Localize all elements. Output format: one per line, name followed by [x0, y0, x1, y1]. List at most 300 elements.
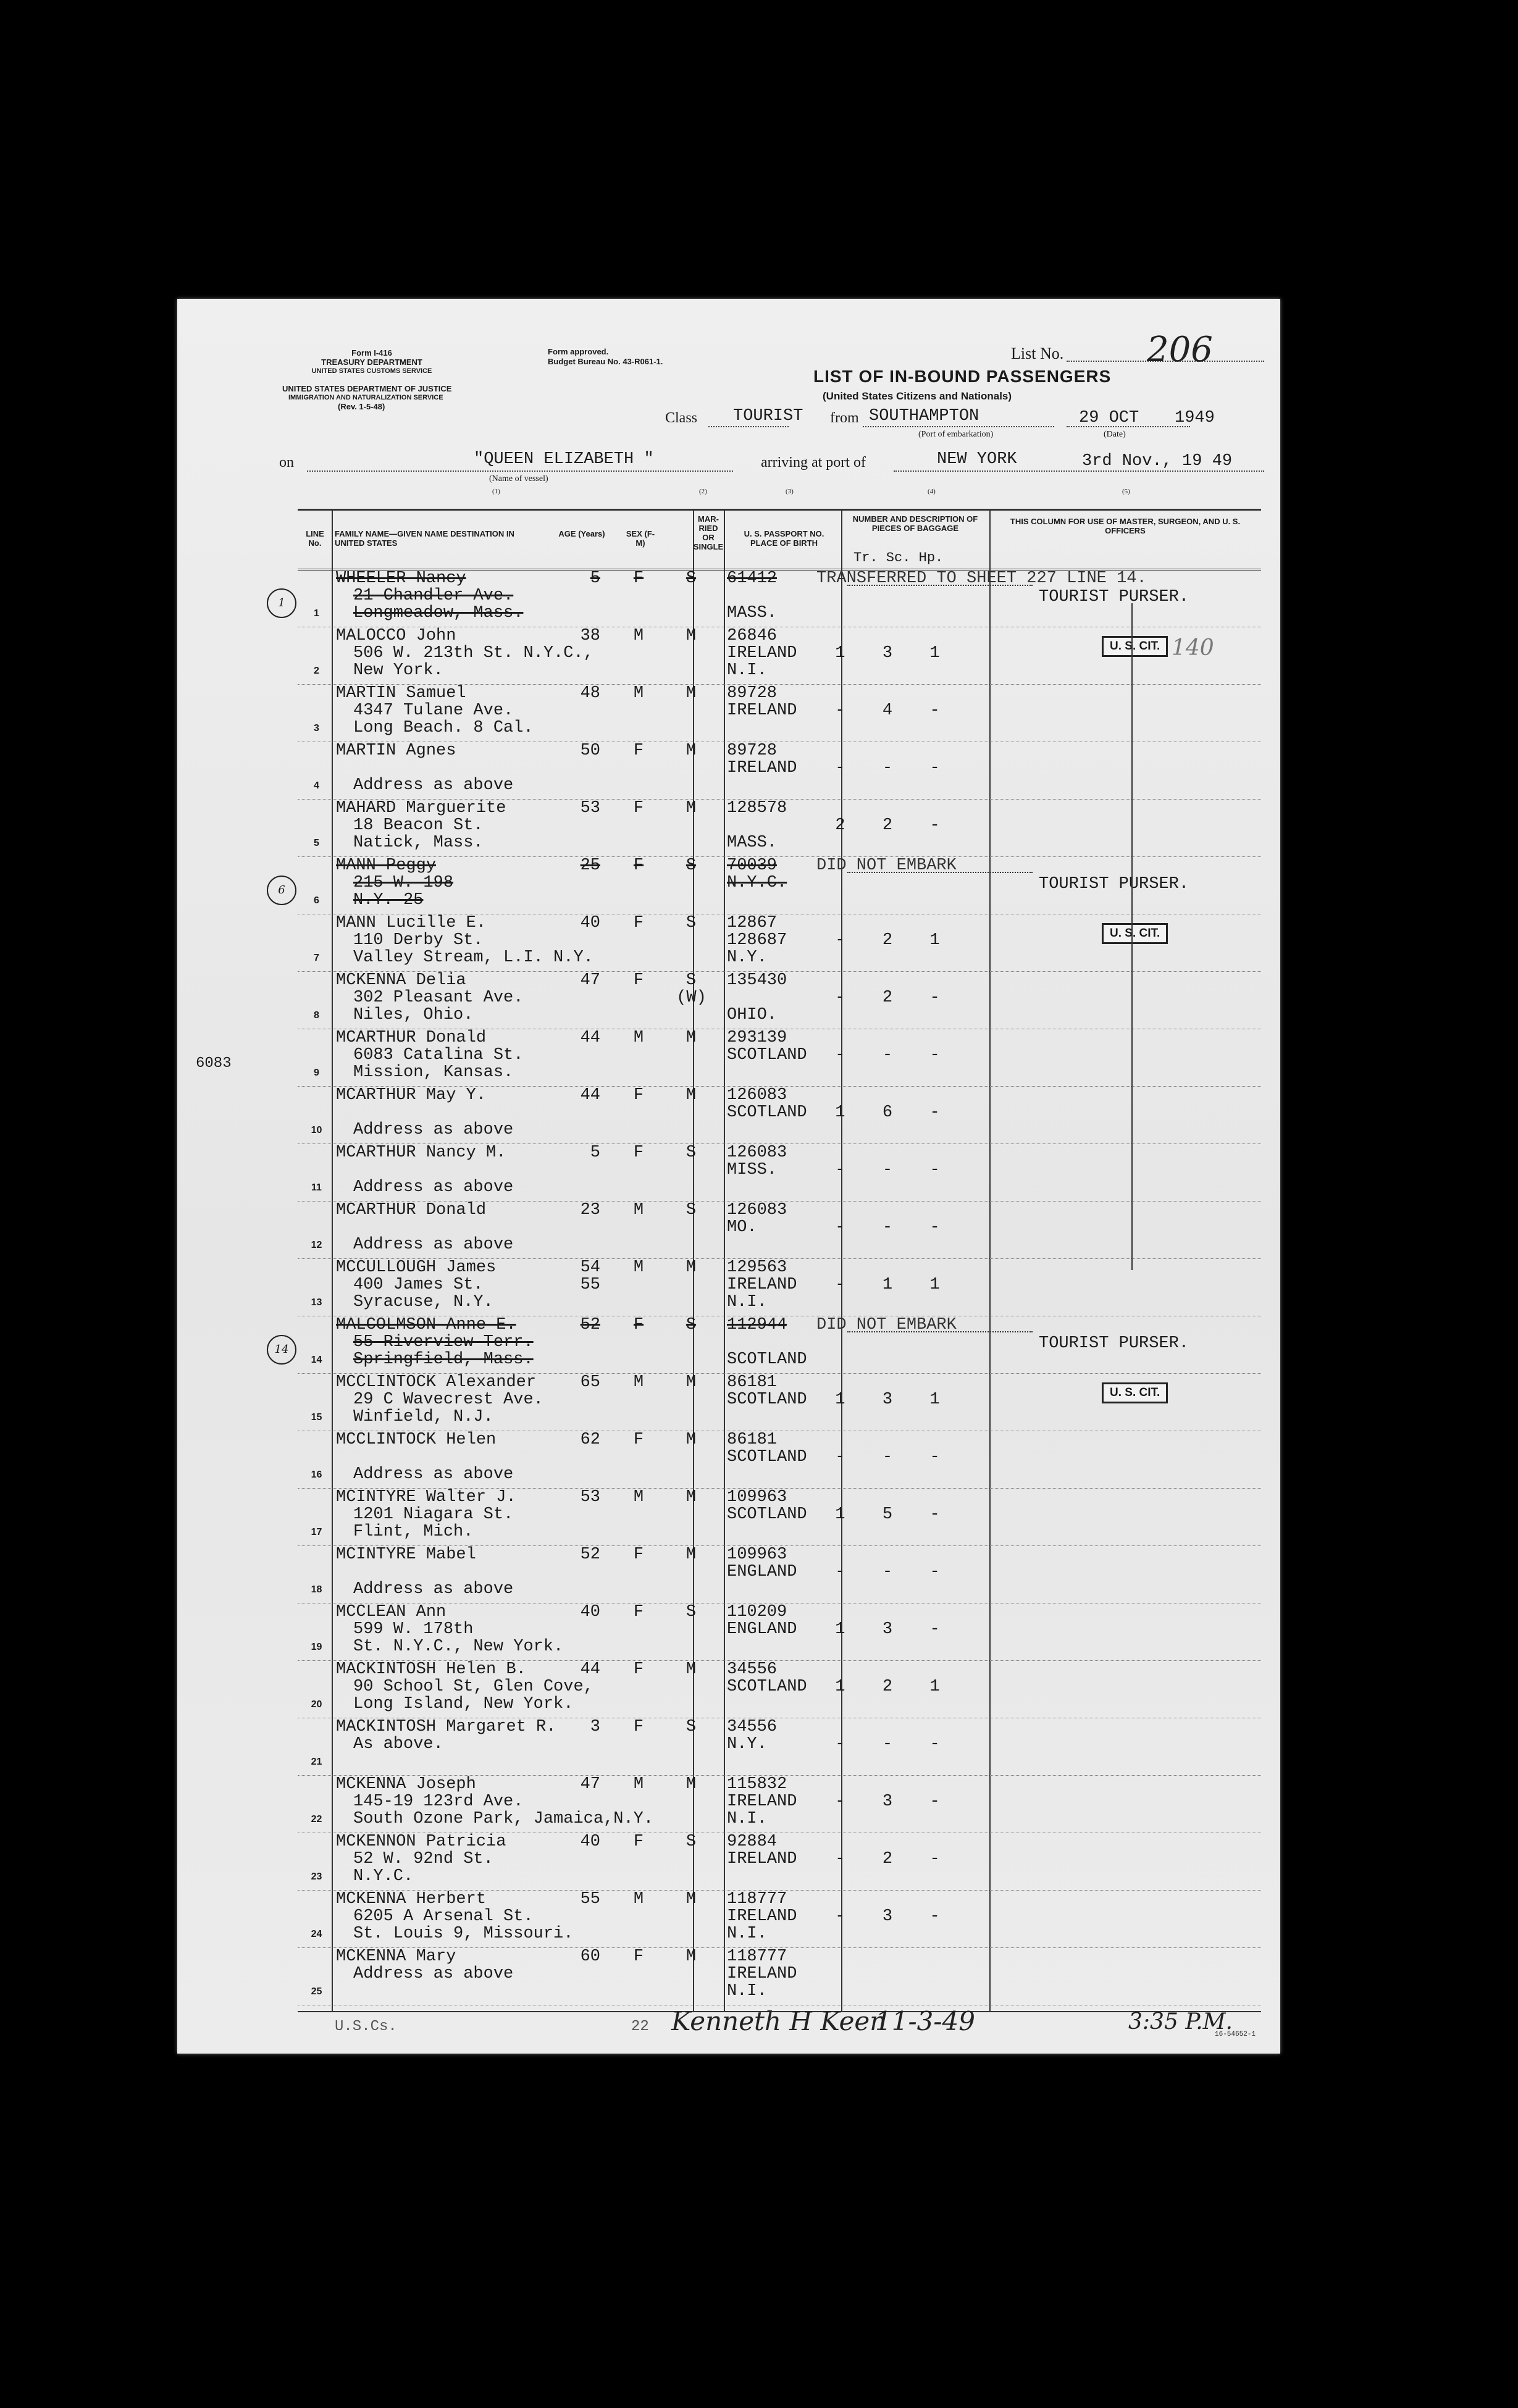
age: 40 [580, 914, 600, 932]
baggage-count: - [835, 1046, 845, 1064]
passport-number: 89728 [727, 742, 778, 760]
passenger-name: WHEELER Nancy [336, 569, 466, 588]
passport-number: 129563 [727, 1258, 787, 1277]
address-line-2: St. N.Y.C., New York. [353, 1637, 564, 1656]
passenger-name: MCCLINTOCK Helen [336, 1431, 497, 1449]
age: 50 [580, 742, 600, 760]
purser-note: TOURIST PURSER. [1039, 588, 1189, 606]
age: 65 [580, 1373, 600, 1392]
baggage-count: - [882, 1735, 893, 1754]
marital-status: M [686, 1545, 697, 1564]
baggage-count: 1 [929, 1678, 940, 1696]
address-line-2: Longmeadow, Mass. [353, 604, 524, 622]
class-label: Class [665, 410, 698, 426]
marital-status: M [686, 1029, 697, 1047]
baggage-counts [816, 1449, 958, 1466]
footer-uscs-label: U.S.Cs. [335, 2018, 397, 2035]
row-note: DID NOT EMBARK [816, 1316, 957, 1334]
age: 44 [580, 1086, 600, 1105]
embark-date: 29 OCT [1079, 409, 1139, 427]
baggage-count: - [835, 701, 845, 720]
passport-number: 118777 [727, 1947, 787, 1966]
budget-bureau: Budget Bureau No. 43-R061-1. [548, 357, 663, 366]
age: 54 55 [580, 1258, 600, 1294]
place-of-birth: SCOTLAND [727, 1103, 807, 1122]
passenger-name: MCINTYRE Walter J. [336, 1488, 516, 1507]
margin-number: 140 [1172, 635, 1214, 661]
baggage-count: - [929, 1620, 940, 1639]
passenger-name: MCKENNA Joseph [336, 1775, 476, 1794]
sex: M [633, 1258, 644, 1277]
sex: F [633, 569, 644, 588]
justice-dept: UNITED STATES DEPARTMENT OF JUSTICE [282, 384, 452, 393]
sex: F [633, 856, 644, 875]
line-number: 20 [311, 1699, 322, 1710]
address-line-1: 110 Derby St. [353, 931, 484, 950]
col-officers-header: THIS COLUMN FOR USE OF MASTER, SURGEON, AND U. S. OFFICERS [1010, 517, 1241, 535]
passport-number: 109963 [727, 1488, 787, 1507]
place-of-birth: SCOTLAND [727, 1505, 807, 1524]
baggage-count: - [882, 1161, 893, 1179]
address-line-1: 6205 A Arsenal St. [353, 1907, 534, 1926]
address-line-1: 215 W. 198 [353, 874, 454, 892]
baggage-counts [816, 645, 958, 662]
passenger-name: MARTIN Agnes [336, 742, 456, 760]
line-number: 16 [311, 1469, 322, 1480]
baggage-count: 2 [835, 816, 845, 835]
place-of-birth: IRELAND [727, 1850, 797, 1868]
age: 40 [580, 1603, 600, 1621]
circled-line-marker: 1 [267, 588, 296, 618]
marital-status: M [686, 1373, 697, 1392]
arriving-label: arriving at port of [761, 454, 866, 470]
baggage-count: 2 [882, 1678, 893, 1696]
line-number: 11 [311, 1182, 322, 1193]
passenger-name: MCARTHUR Donald [336, 1029, 487, 1047]
place-of-birth: SCOTLAND [727, 1390, 807, 1409]
marital-status: M [686, 1488, 697, 1507]
place-of-birth: IRELAND [727, 1792, 797, 1811]
place-of-birth: N.Y.C. [727, 874, 787, 892]
baggage-counts [816, 1678, 958, 1695]
line-number: 13 [311, 1297, 322, 1308]
passport-number: 126083 [727, 1201, 787, 1219]
baggage-counts [816, 1391, 958, 1408]
arrival-port: NEW YORK [937, 450, 1017, 469]
signature-date: 11-3-49 [875, 2006, 975, 2036]
address-line-1: 302 Pleasant Ave. [353, 989, 524, 1007]
passenger-name: MAHARD Marguerite [336, 799, 506, 817]
age: 55 [580, 1890, 600, 1908]
table-row [298, 685, 1261, 742]
footer-uscs-count: 22 [631, 2018, 649, 2035]
sex: F [633, 914, 644, 932]
line-number: 15 [311, 1412, 322, 1423]
marital-status: S [686, 856, 697, 875]
form-number: Form I-416 [351, 348, 392, 357]
baggage-count: 1 [929, 1276, 940, 1294]
baggage-count: - [929, 816, 940, 835]
passenger-name: MANN Lucille E. [336, 914, 487, 932]
sex: M [633, 684, 644, 703]
marital-status: M [686, 627, 697, 645]
sex: F [633, 1431, 644, 1449]
marital-status: M [686, 684, 697, 703]
sex: M [633, 1890, 644, 1908]
ins: IMMIGRATION AND NATURALIZATION SERVICE [288, 394, 443, 401]
age: 60 [580, 1947, 600, 1966]
address-line-2: Mission, Kansas. [353, 1063, 514, 1082]
table-row [298, 1776, 1261, 1833]
vessel-name: "QUEEN ELIZABETH " [474, 450, 654, 469]
baggage-count: 2 [882, 1850, 893, 1868]
address-line-2: Address as above [353, 776, 514, 795]
address-line-2: Valley Stream, L.I. N.Y. [353, 948, 593, 967]
place-of-birth-2: MASS. [727, 604, 778, 622]
sex: F [633, 1660, 644, 1679]
baggage-count: - [929, 759, 940, 777]
age: 52 [580, 1316, 600, 1334]
col-passport-header: U. S. PASSPORT NO. PLACE OF BIRTH [744, 529, 824, 548]
baggage-counts [816, 932, 958, 949]
purser-signature-mark [847, 1331, 1033, 1332]
class-value: TOURIST [733, 407, 803, 425]
sex: F [633, 1603, 644, 1621]
address-line-2: St. Louis 9, Missouri. [353, 1925, 574, 1943]
table-row [298, 914, 1261, 972]
place-of-birth: ENGLAND [727, 1563, 797, 1581]
table-row [298, 1144, 1261, 1202]
marital-status: M [686, 1660, 697, 1679]
table-row [298, 1374, 1261, 1431]
place-of-birth: SCOTLAND [727, 1046, 807, 1064]
sex: F [633, 1316, 644, 1334]
baggage-count: 6 [882, 1103, 893, 1122]
list-no-label: List No. [1011, 345, 1064, 362]
line-number: 1 [314, 608, 319, 619]
baggage-count: - [929, 1046, 940, 1064]
passenger-table [274, 509, 1261, 2012]
baggage-count: - [929, 1161, 940, 1179]
baggage-counts [816, 1850, 958, 1868]
address-line-1: 4347 Tulane Ave. [353, 701, 514, 720]
marital-status: M [686, 742, 697, 760]
table-row [298, 1948, 1261, 2005]
line-number: 8 [314, 1010, 319, 1021]
col-baggage-header: NUMBER AND DESCRIPTION OF PIECES OF BAGGAGE [852, 514, 978, 533]
place-of-birth: IRELAND [727, 1965, 797, 1983]
place-of-birth: N.Y. [727, 1735, 767, 1754]
line-number: 14 [311, 1355, 322, 1365]
baggage-counts [816, 1104, 958, 1121]
date-caption: (Date) [1104, 430, 1126, 439]
passport-number: 112944 [727, 1316, 787, 1334]
marital-status: M [686, 1890, 697, 1908]
purser-signature-mark [847, 585, 1033, 586]
passport-number: 115832 [727, 1775, 787, 1794]
table-row [298, 1661, 1261, 1718]
address-line-2: Syracuse, N.Y. [353, 1293, 493, 1311]
baggage-counts [816, 817, 958, 834]
age: 52 [580, 1545, 600, 1564]
baggage-count: - [835, 1448, 845, 1466]
passenger-name: MCARTHUR Nancy M. [336, 1143, 506, 1162]
baggage-count: 2 [882, 989, 893, 1007]
baggage-count: - [929, 1850, 940, 1868]
place-of-birth-2: N.I. [727, 1810, 767, 1828]
baggage-counts [816, 1908, 958, 1925]
baggage-count: - [929, 1218, 940, 1237]
baggage-count: - [835, 989, 845, 1007]
signature-time: 3:35 P.M. [1128, 2009, 1233, 2034]
col-num-2: (2) [699, 488, 707, 495]
place-of-birth-2: SCOTLAND [727, 1350, 807, 1369]
passport-number: 34556 [727, 1718, 778, 1736]
baggage-count: - [835, 1792, 845, 1811]
place-of-birth-2: N.Y. [727, 948, 767, 967]
passport-number: 70039 [727, 856, 778, 875]
passenger-name: MCKENNA Delia [336, 971, 466, 990]
baggage-count: 1 [882, 1276, 893, 1294]
passenger-name: MCKENNON Patricia [336, 1833, 506, 1851]
baggage-counts [816, 759, 958, 777]
table-row [278, 569, 1261, 627]
line-number: 10 [311, 1125, 322, 1135]
passport-number: 34556 [727, 1660, 778, 1679]
table-row [298, 972, 1261, 1029]
line-number: 24 [311, 1929, 322, 1939]
baggage-count: 1 [835, 1505, 845, 1524]
sex: F [633, 1545, 644, 1564]
passenger-name: MCKENNA Herbert [336, 1890, 487, 1908]
sex: M [633, 1775, 644, 1794]
table-row [298, 1718, 1261, 1776]
col-num-4: (4) [928, 488, 936, 495]
passport-number: 135430 [727, 971, 787, 990]
marital-status: M [686, 1947, 697, 1966]
passenger-name: MCARTHUR Donald [336, 1201, 487, 1219]
baggage-subheader: Tr. Sc. Hp. [853, 550, 944, 566]
baggage-counts [816, 1276, 958, 1294]
baggage-count: - [882, 1218, 893, 1237]
passenger-name: MCARTHUR May Y. [336, 1086, 487, 1105]
row-note: TRANSFERRED TO SHEET 227 LINE 14. [816, 569, 1147, 588]
baggage-count: 1 [835, 1103, 845, 1122]
table-row [298, 627, 1261, 685]
address-line-2: Springfield, Mass. [353, 1350, 534, 1369]
passenger-name: MALCOLMSON Anne E. [336, 1316, 516, 1334]
baggage-counts [816, 1563, 958, 1581]
baggage-count: - [835, 931, 845, 950]
embark-port: SOUTHAMPTON [869, 407, 979, 425]
age: 47 [580, 971, 600, 990]
address-line-1: 599 W. 178th [353, 1620, 474, 1639]
marital-status: M [686, 1431, 697, 1449]
baggage-count: - [835, 1907, 845, 1926]
address-line-1: 506 W. 213th St. N.Y.C., [353, 644, 593, 663]
baggage-counts [816, 1621, 958, 1638]
line-number: 21 [311, 1757, 322, 1767]
address-line-2: Address as above [353, 1465, 514, 1484]
line-number: 22 [311, 1814, 322, 1825]
passenger-name: MARTIN Samuel [336, 684, 466, 703]
address-line-1: 21 Chandler Ave. [353, 587, 514, 605]
baggage-counts [816, 702, 958, 719]
place-of-birth: IRELAND [727, 1907, 797, 1926]
passenger-name: MCCULLOUGH James [336, 1258, 497, 1277]
circled-line-marker: 6 [267, 876, 296, 905]
baggage-count: - [835, 1735, 845, 1754]
place-of-birth-2: MASS. [727, 834, 778, 852]
marital-note: (W) [676, 989, 707, 1007]
line-number: 3 [314, 723, 319, 734]
baggage-count: - [835, 1218, 845, 1237]
passport-number: 128578 [727, 799, 787, 817]
baggage-count: - [929, 1448, 940, 1466]
address-line-1: 29 C Wavecrest Ave. [353, 1390, 543, 1409]
table-row [298, 1087, 1261, 1144]
sex: F [633, 742, 644, 760]
line-number: 7 [314, 953, 319, 963]
embark-caption: (Port of embarkation) [918, 430, 994, 439]
baggage-count: 1 [835, 644, 845, 663]
form-approved: Form approved. [548, 347, 609, 356]
col-num-5: (5) [1122, 488, 1130, 495]
col-sex-header: SEX (F-M) [626, 529, 655, 548]
address-line-1: 1201 Niagara St. [353, 1505, 514, 1524]
baggage-count: 3 [882, 644, 893, 663]
baggage-count: - [835, 1563, 845, 1581]
sex: F [633, 799, 644, 817]
table-row [298, 1833, 1261, 1891]
line-number: 17 [311, 1527, 322, 1537]
marital-status: S [686, 1201, 697, 1219]
col-line-header: LINE No. [306, 529, 324, 548]
purser-note: TOURIST PURSER. [1039, 1334, 1189, 1353]
baggage-count: - [929, 1907, 940, 1926]
place-of-birth: IRELAND [727, 701, 797, 720]
baggage-count: 2 [882, 931, 893, 950]
passport-number: 89728 [727, 684, 778, 703]
col-name-header: FAMILY NAME—GIVEN NAME DESTINATION IN UNITED STATES [335, 529, 514, 548]
page-title: LIST OF IN-BOUND PASSENGERS [813, 367, 1112, 386]
place-of-birth: MISS. [727, 1161, 778, 1179]
age: 47 [580, 1775, 600, 1794]
table-row [298, 1202, 1261, 1259]
sex: F [633, 1947, 644, 1966]
baggage-count: 3 [882, 1907, 893, 1926]
list-number: 206 [1147, 330, 1213, 370]
passenger-name: MCCLEAN Ann [336, 1603, 447, 1621]
baggage-counts [816, 1161, 958, 1179]
baggage-count: 3 [882, 1390, 893, 1409]
place-of-birth: SCOTLAND [727, 1678, 807, 1696]
age: 44 [580, 1029, 600, 1047]
line-number: 23 [311, 1871, 322, 1882]
age: 44 [580, 1660, 600, 1679]
print-code: 16-54652-1 [1215, 2031, 1256, 2038]
table-row [298, 1546, 1261, 1603]
address-line-2: Long Island, New York. [353, 1695, 574, 1713]
line-number: 12 [311, 1240, 322, 1250]
baggage-count: 2 [882, 816, 893, 835]
passenger-name: MCINTYRE Mabel [336, 1545, 476, 1564]
passport-number: 109963 [727, 1545, 787, 1564]
baggage-counts [816, 1219, 958, 1236]
baggage-count: 5 [882, 1505, 893, 1524]
age: 62 [580, 1431, 600, 1449]
place-of-birth-2: N.I. [727, 1925, 767, 1943]
place-of-birth-2: OHIO. [727, 1006, 778, 1024]
circled-line-marker: 14 [267, 1335, 296, 1365]
col-num-3: (3) [786, 488, 794, 495]
baggage-count: - [929, 1563, 940, 1581]
place-of-birth: 128687 [727, 931, 787, 950]
address-line-2: South Ozone Park, Jamaica,N.Y. [353, 1810, 654, 1828]
line-number: 5 [314, 838, 319, 848]
line-number: 4 [314, 780, 319, 791]
place-of-birth: SCOTLAND [727, 1448, 807, 1466]
age: 3 [590, 1718, 600, 1736]
place-of-birth-2: N.I. [727, 661, 767, 680]
passenger-name: MCCLINTOCK Alexander [336, 1373, 537, 1392]
marital-status: S [686, 1143, 697, 1162]
sex: M [633, 627, 644, 645]
age: 40 [580, 1833, 600, 1851]
address-line-1: 90 School St, Glen Cove, [353, 1678, 593, 1696]
baggage-counts [816, 1736, 958, 1753]
sex: M [633, 1201, 644, 1219]
revision: (Rev. 1-5-48) [338, 402, 385, 411]
marital-status: S [686, 569, 697, 588]
table-row [298, 742, 1261, 800]
address-line-1: 6083 Catalina St. [353, 1046, 524, 1064]
vessel-caption: (Name of vessel) [489, 474, 548, 483]
passport-number: 126083 [727, 1143, 787, 1162]
marital-status: M [686, 1258, 697, 1277]
marital-status: S [686, 971, 697, 990]
marital-status: S [686, 1603, 697, 1621]
place-of-birth-2: N.I. [727, 1982, 767, 2000]
table-row [298, 1431, 1261, 1489]
passenger-name: MACKINTOSH Margaret R. [336, 1718, 556, 1736]
passport-number: 61412 [727, 569, 778, 588]
passport-number: 86181 [727, 1431, 778, 1449]
line-number: 19 [311, 1642, 322, 1652]
on-label: on [279, 454, 294, 470]
row-note: DID NOT EMBARK [816, 856, 957, 875]
address-line-1: 400 James St. [353, 1276, 484, 1294]
table-header [298, 511, 1261, 571]
baggage-count: - [882, 1448, 893, 1466]
passport-number: 293139 [727, 1029, 787, 1047]
from-label: from [830, 410, 859, 426]
table-row [298, 1603, 1261, 1661]
passport-number: 26846 [727, 627, 778, 645]
line-number: 25 [311, 1986, 322, 1997]
passport-number: 110209 [727, 1603, 787, 1621]
baggage-count: - [882, 1046, 893, 1064]
baggage-count: 1 [835, 1390, 845, 1409]
address-line-2: Natick, Mass. [353, 834, 484, 852]
marital-status: S [686, 1718, 697, 1736]
side-number: 6083 [196, 1055, 232, 1072]
baggage-count: 1 [929, 644, 940, 663]
passenger-list-sheet [177, 299, 1280, 2054]
table-row [298, 800, 1261, 857]
col-num-1: (1) [492, 488, 500, 495]
address-line-2: New York. [353, 661, 443, 680]
